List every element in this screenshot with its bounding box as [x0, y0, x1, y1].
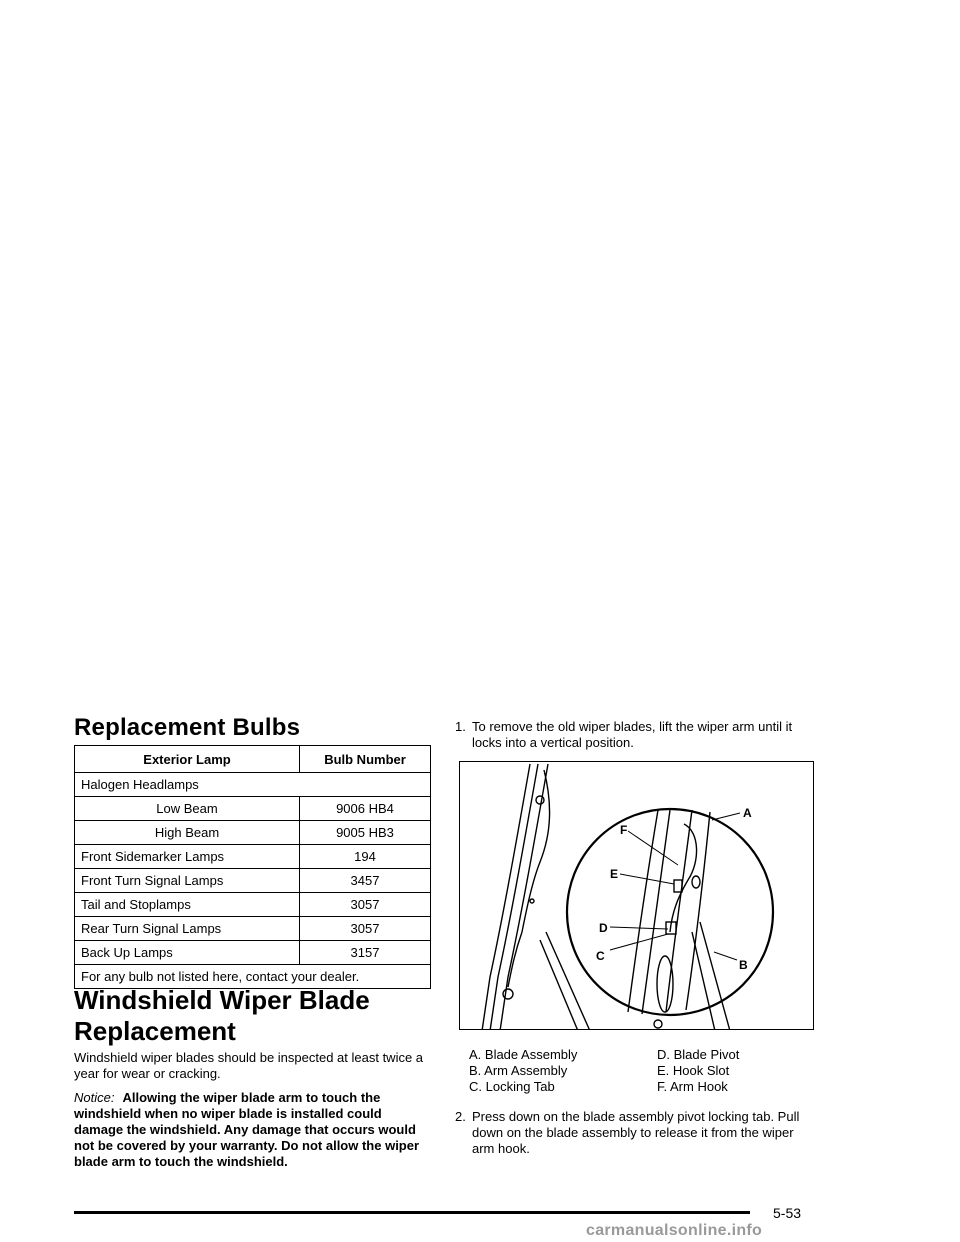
watermark: carmanualsonline.info: [586, 1222, 763, 1239]
table-row: [75, 797, 431, 821]
blade-frame-top: [522, 770, 550, 932]
table-cell-bulb: 9005 HB3: [300, 821, 431, 845]
table-cell-bulb: 3457: [300, 869, 431, 893]
table-cell-lamp: Front Turn Signal Lamps: [75, 869, 300, 893]
notice-label: Notice:: [74, 1090, 115, 1105]
arm-line-lower: [700, 922, 730, 1030]
figure-legend-right: [657, 1047, 739, 1095]
blade-rivet: [503, 989, 513, 999]
detail-rivet: [654, 1020, 662, 1028]
table-cell-lamp: High Beam: [75, 821, 300, 845]
detail-arm-left: [666, 810, 692, 1012]
wiper-blade-diagram: [459, 761, 814, 1030]
table-row: [75, 869, 431, 893]
legend-item: A. Blade Assembly: [469, 1047, 578, 1062]
footer-divider: [74, 1211, 750, 1214]
detail-rivet: [692, 876, 700, 888]
table-cell-lamp: Back Up Lamps: [75, 941, 300, 965]
table-cell-lamp: Low Beam: [75, 797, 300, 821]
table-cell-lamp: Rear Turn Signal Lamps: [75, 917, 300, 941]
table-cell-lamp: Front Sidemarker Lamps: [75, 845, 300, 869]
step-2: [455, 1109, 800, 1157]
step-text: Press down on the blade assembly pivot locking tab. Pull down on the blade assembly to release it from the wiper arm hook.: [472, 1109, 800, 1156]
wiper-illustration: [460, 762, 814, 1030]
table-row: [75, 845, 431, 869]
table-group-label: Halogen Headlamps: [75, 773, 431, 797]
table-header-exterior-lamp: Exterior Lamp: [75, 746, 300, 773]
step-text: To remove the old wiper blades, lift the wiper arm until it locks into a vertical position.: [472, 719, 793, 750]
legend-item: D. Blade Pivot: [657, 1047, 740, 1062]
table-row: [75, 821, 431, 845]
table-footnote: For any bulb not listed here, contact your dealer.: [75, 965, 431, 989]
legend-item: F. Arm Hook: [657, 1079, 728, 1094]
table-header-row: [75, 746, 431, 773]
table-cell-bulb: 3057: [300, 893, 431, 917]
detail-blade-mid: [642, 810, 670, 1014]
leader-line: [712, 813, 740, 820]
leader-line: [628, 831, 678, 865]
detail-arm-right: [686, 812, 710, 1010]
detail-pivot-slot: [657, 956, 673, 1012]
table-row: [75, 941, 431, 965]
table-cell-bulb: 194: [300, 845, 431, 869]
step-1: [455, 719, 800, 751]
table-row: [75, 893, 431, 917]
legend-item: C. Locking Tab: [469, 1079, 555, 1094]
table-row: [75, 773, 431, 797]
step-number: 2.: [455, 1109, 466, 1124]
legend-item: B. Arm Assembly: [469, 1063, 568, 1078]
callout-c: C: [596, 949, 605, 963]
callout-d: D: [599, 921, 608, 935]
table-cell-bulb: 3057: [300, 917, 431, 941]
wiper-notice: [74, 1090, 434, 1170]
wiper-intro-paragraph: Windshield wiper blades should be inspected at least twice a year for wear or cracking.: [74, 1050, 424, 1081]
page-number: 5-53: [773, 1205, 802, 1221]
blade-rivet: [536, 796, 544, 804]
table-cell-lamp: Tail and Stoplamps: [75, 893, 300, 917]
arm-line: [546, 932, 590, 1030]
detail-blade-left: [628, 810, 658, 1012]
blade-outline-outer: [490, 764, 538, 1030]
callout-f: F: [620, 823, 628, 837]
bulb-table: [74, 745, 431, 989]
section-title-replacement-bulbs: Replacement Bulbs: [74, 714, 301, 741]
notice-text: Allowing the wiper blade arm to touch the windshield when no wiper blade is installed could damage the windshield. Any damage that occurs would not be covered by your warranty. Do not allow the wiper blade arm to touch the windshield.: [74, 1090, 420, 1169]
legend-item: E. Hook Slot: [657, 1063, 730, 1078]
table-cell-bulb: 3157: [300, 941, 431, 965]
leader-line: [714, 952, 737, 960]
table-cell-bulb: 9006 HB4: [300, 797, 431, 821]
section-title-wiper-blade-replacement: Windshield Wiper Blade Replacement: [74, 985, 370, 1046]
table-header-bulb-number: Bulb Number: [300, 746, 431, 773]
figure-legend-left: [469, 1047, 577, 1095]
arm-line: [540, 940, 578, 1030]
callout-a: A: [743, 806, 752, 820]
step-number: 1.: [455, 719, 466, 734]
table-row: [75, 917, 431, 941]
arm-pivot-dot: [530, 899, 534, 903]
callout-b: B: [739, 958, 748, 972]
arm-line-lower: [692, 932, 715, 1030]
callout-e: E: [610, 867, 619, 881]
